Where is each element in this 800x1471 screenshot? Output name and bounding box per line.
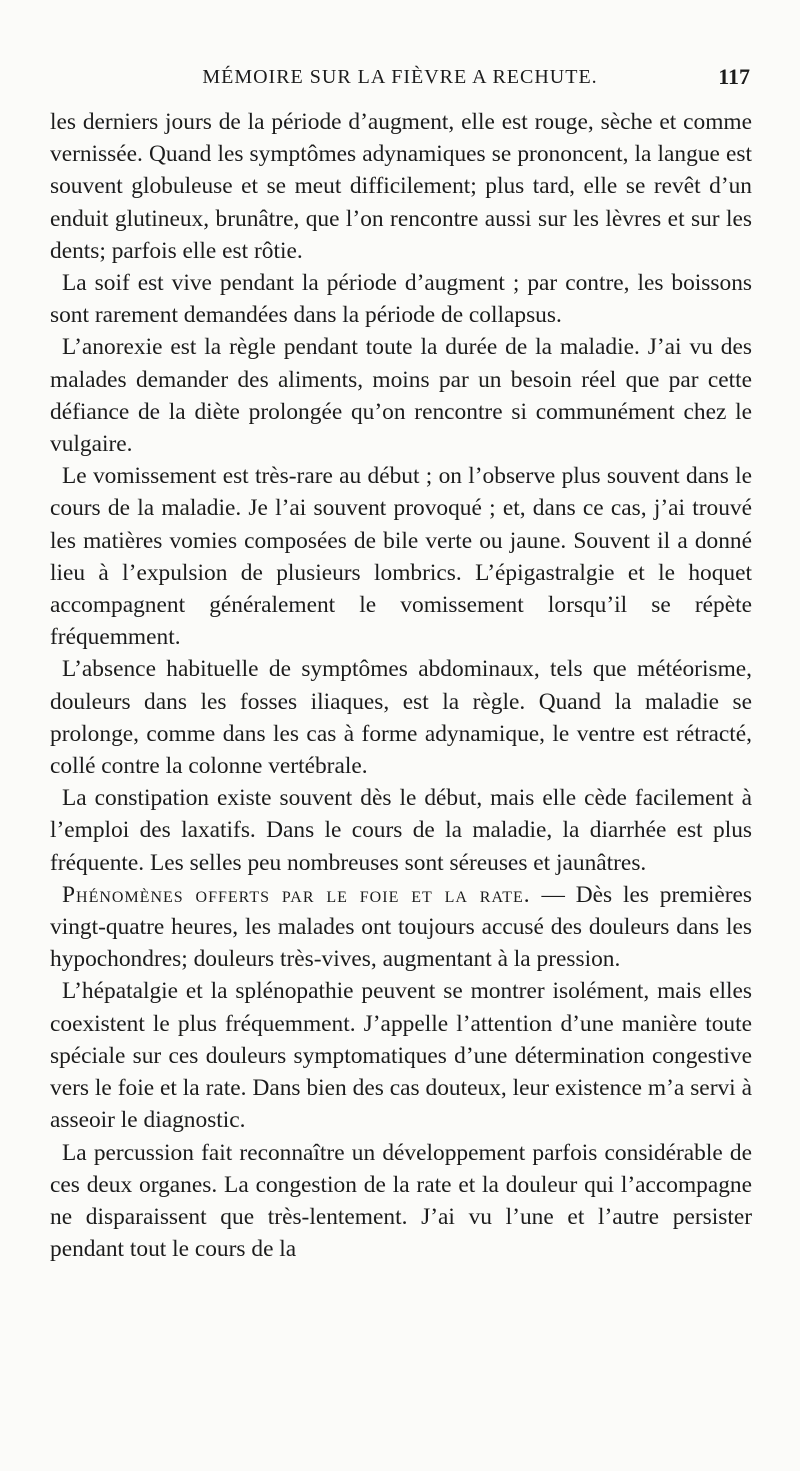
running-title: MÉMOIRE SUR LA FIÈVRE A RECHUTE. (202, 66, 598, 88)
paragraph-tongue: les derniers jours de la période d’augment, elle est rouge, sèche et comme vernissée. Quand les symptômes adynamiques se prononcent, la langue est souvent globuleuse et se meut difficilement; plus tard, elle se revêt d’un enduit glutineux, brunâtre, que l’on rencontre aussi sur les lèvres et sur les dents; parfois elle est rôtie. (50, 109, 752, 264)
paragraph-abdominal: L’absence habituelle de symptômes abdominaux, tels que météorisme, douleurs dans les fosses iliaques, est la règle. Quand la maladie se prolonge, comme dans les cas à forme adynamique, le ventre est rétracté, collé contre la colonne vertébrale. (50, 656, 752, 780)
paragraph-percussion: La percussion fait reconnaître un développement parfois considérable de ces deux organes. La congestion de la rate et la douleur qui l’accompagne ne disparaissent que très-lentement. J’ai vu l’une et l’autre persister pendant tout le cours de la (50, 1139, 752, 1263)
paragraph-constipation: La constipation existe souvent dès le début, mais elle cède facilement à l’emploi des laxatifs. Dans le cours de la maladie, la diarrhée est plus fréquente. Les selles peu nombreuses sont séreuses et jaunâtres. (50, 785, 752, 876)
paragraph-thirst: La soif est vive pendant la période d’augment ; par contre, les boissons sont rarement demandées dans la période de collapsus. (50, 270, 752, 329)
paragraph-vomiting: Le vomissement est très-rare au début ; on l’observe plus souvent dans le cours de la maladie. Je l’ai souvent provoqué ; et, dans ce cas, j’ai trouvé les matières vomies composées de bile verte ou jaune. Souvent il a donné lieu à l’expulsion de plusieurs lombrics. L’épigastralgie et le hoquet accompagnent généralement le vomissement lorsqu’il se répète fréquemment. (50, 463, 752, 651)
paragraph-anorexia: L’anorexie est la règle pendant toute la durée de la maladie. J’ai vu des malades demander des aliments, moins par un besoin réel que par cette défiance de la diète prolongée qu’on rencontre si communément chez le vulgaire. (50, 334, 752, 458)
body-text (50, 106, 752, 1265)
section-text: — Dès les premières vingt-quatre heures, les malades ont toujours accusé des douleurs dans les hypochondres; douleurs très-vives, augmentant à la pression. (50, 881, 752, 973)
paragraph-hepatalgia: L’hépatalgie et la splénopathie peuvent se montrer isolément, mais elles coexistent le plus fréquemment. J’appelle l’attention d’une manière toute spéciale sur ces douleurs symptomatiques d’une détermination congestive vers le foie et la rate. Dans bien des cas douteux, leur existence m’a servi à asseoir le diagnostic. (50, 978, 752, 1134)
paragraph-liver-spleen (50, 879, 752, 976)
running-head (50, 58, 750, 92)
page-number: 117 (718, 64, 750, 89)
section-heading: Phénomènes offerts par le foie et la rate. (62, 881, 531, 908)
